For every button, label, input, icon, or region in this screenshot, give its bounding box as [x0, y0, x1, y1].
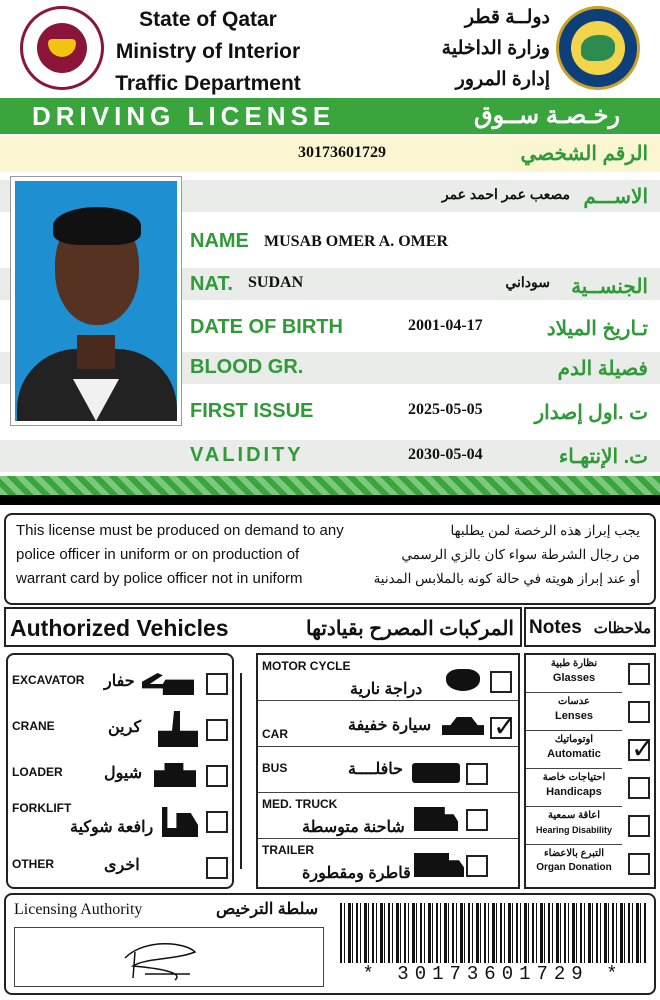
note-handicaps	[526, 771, 622, 807]
note-glasses	[526, 657, 622, 693]
name-label-en: NAME	[190, 230, 249, 252]
forklift-icon	[162, 807, 198, 837]
note-label-en: Organ Donation	[536, 862, 612, 873]
name-en-value: MUSAB OMER A. OMER	[264, 233, 448, 250]
nationality-en-value: SUDAN	[248, 274, 304, 291]
validity-row	[0, 440, 660, 472]
validity-label-ar: ت. الإنتهـاء	[558, 446, 648, 468]
vehicle-forklift	[8, 797, 232, 841]
vehicles-left-box	[6, 653, 234, 889]
notice-ar-line: أو عند إبراز هويته في حالة كونه بالملابس المدنية	[373, 571, 640, 586]
notice-en	[16, 519, 356, 591]
header-arabic	[400, 2, 550, 95]
vehicle-label-en: MOTOR CYCLE	[262, 659, 351, 673]
vehicle-label-en: BUS	[262, 761, 288, 775]
vehicle-label-ar: سيارة خفيفة	[348, 717, 432, 734]
dob-label-en: DATE OF BIRTH	[190, 316, 343, 338]
card-divider	[0, 495, 660, 505]
note-hearing-disability	[526, 809, 622, 845]
notice-ar	[340, 519, 640, 591]
vehicle-label-en: MED. TRUCK	[262, 797, 338, 811]
notice-box	[4, 513, 656, 605]
vehicle-label-ar: دراجة نارية	[350, 681, 423, 698]
vehicle-checkbox[interactable]	[206, 811, 228, 833]
vehicle-bus	[258, 749, 518, 793]
first-issue-label-en: FIRST ISSUE	[190, 400, 314, 422]
note-label-ar: نظارة طبية	[550, 658, 598, 669]
vehicle-other	[8, 843, 232, 887]
nationality-label-ar: الجنســية	[571, 276, 648, 298]
vehicle-column-divider	[240, 673, 248, 869]
vehicle-label-ar: رافعة شوكية	[70, 819, 154, 836]
dob-label-ar: تـاريخ الميلاد	[546, 318, 648, 340]
vehicle-label-en: LOADER	[12, 765, 63, 779]
note-label-ar: اعاقة سمعية	[547, 810, 601, 821]
vehicle-label-ar: قاطرة ومقطورة	[302, 865, 411, 882]
header-ministry-ar: وزارة الداخلية	[441, 38, 550, 59]
header-department-en: Traffic Department	[115, 72, 301, 95]
note-checkbox-checked[interactable]	[628, 739, 650, 761]
notice-en-line: warrant card by police officer not in uniform	[16, 570, 303, 587]
dob-value: 2001-04-17	[408, 317, 483, 334]
note-automatic	[526, 733, 622, 769]
note-label-ar: احتياجات خاصة	[542, 772, 606, 783]
blood-label-ar: فصيلة الدم	[557, 358, 648, 380]
vehicle-label-en: FORKLIFT	[12, 801, 72, 815]
authority-label-ar: سلطة الترخيص	[216, 901, 319, 918]
vehicle-label-ar: حفار	[104, 673, 135, 690]
decorative-pattern-band	[0, 476, 660, 495]
header-state-ar: دولــة قطر	[464, 7, 550, 28]
notes-title-ar: ملاحظات	[593, 620, 651, 637]
vehicle-checkbox[interactable]	[206, 719, 228, 741]
first-issue-label-ar: ت .اول إصدار	[534, 402, 648, 424]
nationality-ar-value: سوداني	[505, 274, 550, 290]
vehicle-checkbox[interactable]	[206, 673, 228, 695]
nationality-label-en: NAT.	[190, 273, 233, 295]
vehicle-trailer	[258, 841, 518, 885]
note-organ-donation	[526, 847, 622, 883]
vehicle-label-ar: حافلــــة	[348, 761, 404, 778]
header-ministry-en: Ministry of Interior	[115, 40, 301, 63]
note-label-en: Glasses	[552, 672, 596, 684]
note-checkbox[interactable]	[628, 663, 650, 685]
vehicle-label-ar: اخرى	[104, 857, 140, 874]
holder-photo	[10, 176, 182, 426]
license-back	[0, 505, 660, 1000]
note-checkbox[interactable]	[628, 777, 650, 799]
vehicle-label-en: CAR	[262, 727, 288, 741]
authority-label-en: Licensing Authority	[14, 901, 143, 918]
first-issue-value: 2025-05-05	[408, 401, 483, 418]
vehicle-crane	[8, 705, 232, 749]
excavator-icon	[142, 673, 194, 695]
notes-header	[524, 607, 656, 647]
title-ar: رخـصـة ســوق	[473, 102, 620, 129]
notice-en-line: police officer in uniform or on production of	[16, 546, 300, 563]
notice-en-line: This license must be produced on demand to any	[16, 522, 344, 539]
title-band	[0, 98, 660, 134]
vehicle-checkbox[interactable]	[466, 809, 488, 831]
header-state-en: State of Qatar	[139, 8, 277, 31]
vehicle-checkbox[interactable]	[466, 763, 488, 785]
name-label-ar: الاســـم	[583, 186, 648, 208]
motorcycle-icon	[446, 669, 480, 691]
note-label-en: Automatic	[547, 748, 601, 760]
personal-number-row	[0, 136, 660, 172]
note-label-ar: التبرع بالاعضاء	[543, 848, 605, 859]
authorized-title-ar: المركبات المصرح بقيادتها	[306, 618, 514, 640]
vehicle-label-ar: شاحنة متوسطة	[302, 819, 405, 836]
notes-box	[524, 653, 656, 889]
note-checkbox[interactable]	[628, 701, 650, 723]
license-front	[0, 0, 660, 495]
crane-icon	[158, 711, 198, 747]
gcc-seal-icon	[556, 6, 640, 90]
vehicle-motorcycle	[258, 657, 518, 701]
vehicle-checkbox-checked[interactable]	[490, 717, 512, 739]
authorized-header	[4, 607, 522, 647]
vehicle-checkbox[interactable]	[490, 671, 512, 693]
vehicle-label-en: CRANE	[12, 719, 55, 733]
note-checkbox[interactable]	[628, 853, 650, 875]
notice-ar-line: يجب إبراز هذه الرخصة لمن يطلبها	[450, 523, 640, 538]
validity-value: 2030-05-04	[408, 446, 483, 463]
note-lenses	[526, 695, 622, 731]
vehicle-medium-truck	[258, 795, 518, 839]
name-ar-value: مصعب عمر احمد عمر	[441, 186, 570, 202]
authorized-title-en: Authorized Vehicles	[10, 615, 229, 641]
bus-icon	[412, 763, 460, 783]
vehicle-loader	[8, 751, 232, 795]
vehicle-checkbox[interactable]	[206, 765, 228, 787]
barcode-text: * 30173601729 *	[362, 963, 624, 985]
notice-ar-line: من رجال الشرطة سواء كان بالزي الرسمي	[401, 547, 640, 562]
vehicle-label-en: EXCAVATOR	[12, 673, 85, 687]
vehicle-checkbox[interactable]	[466, 855, 488, 877]
loader-icon	[154, 763, 196, 787]
signature-area	[14, 927, 324, 987]
vehicle-label-ar: كرين	[108, 719, 142, 736]
note-label-en: Hearing Disability	[535, 825, 613, 835]
header-department-ar: إدارة المرور	[455, 69, 550, 90]
barcode	[340, 903, 646, 963]
blood-label-en: BLOOD GR.	[190, 356, 304, 378]
signature-icon	[15, 928, 325, 988]
personal-number-label-ar: الرقم الشخصي	[520, 143, 648, 165]
vehicle-label-ar: شيول	[104, 765, 143, 782]
note-label-ar: اوتوماتيك	[554, 734, 594, 745]
vehicles-right-box	[256, 653, 520, 889]
vehicle-label-en: OTHER	[12, 857, 54, 871]
qatar-seal-icon	[20, 6, 104, 90]
note-checkbox[interactable]	[628, 815, 650, 837]
title-en: DRIVING LICENSE	[32, 101, 336, 131]
trailer-icon	[414, 853, 464, 877]
note-label-ar: عدسات	[557, 696, 591, 707]
note-label-en: Handicaps	[546, 786, 602, 798]
notes-title-en: Notes	[529, 617, 582, 638]
header-english	[108, 4, 308, 100]
validity-label-en: VALIDITY	[190, 444, 304, 466]
truck-icon	[414, 807, 458, 831]
car-icon	[442, 717, 484, 735]
vehicle-excavator	[8, 659, 232, 703]
personal-number-value: 30173601729	[298, 144, 386, 161]
vehicle-car	[258, 703, 518, 747]
vehicle-checkbox[interactable]	[206, 857, 228, 879]
vehicle-label-en: TRAILER	[262, 843, 314, 857]
note-label-en: Lenses	[555, 710, 593, 722]
